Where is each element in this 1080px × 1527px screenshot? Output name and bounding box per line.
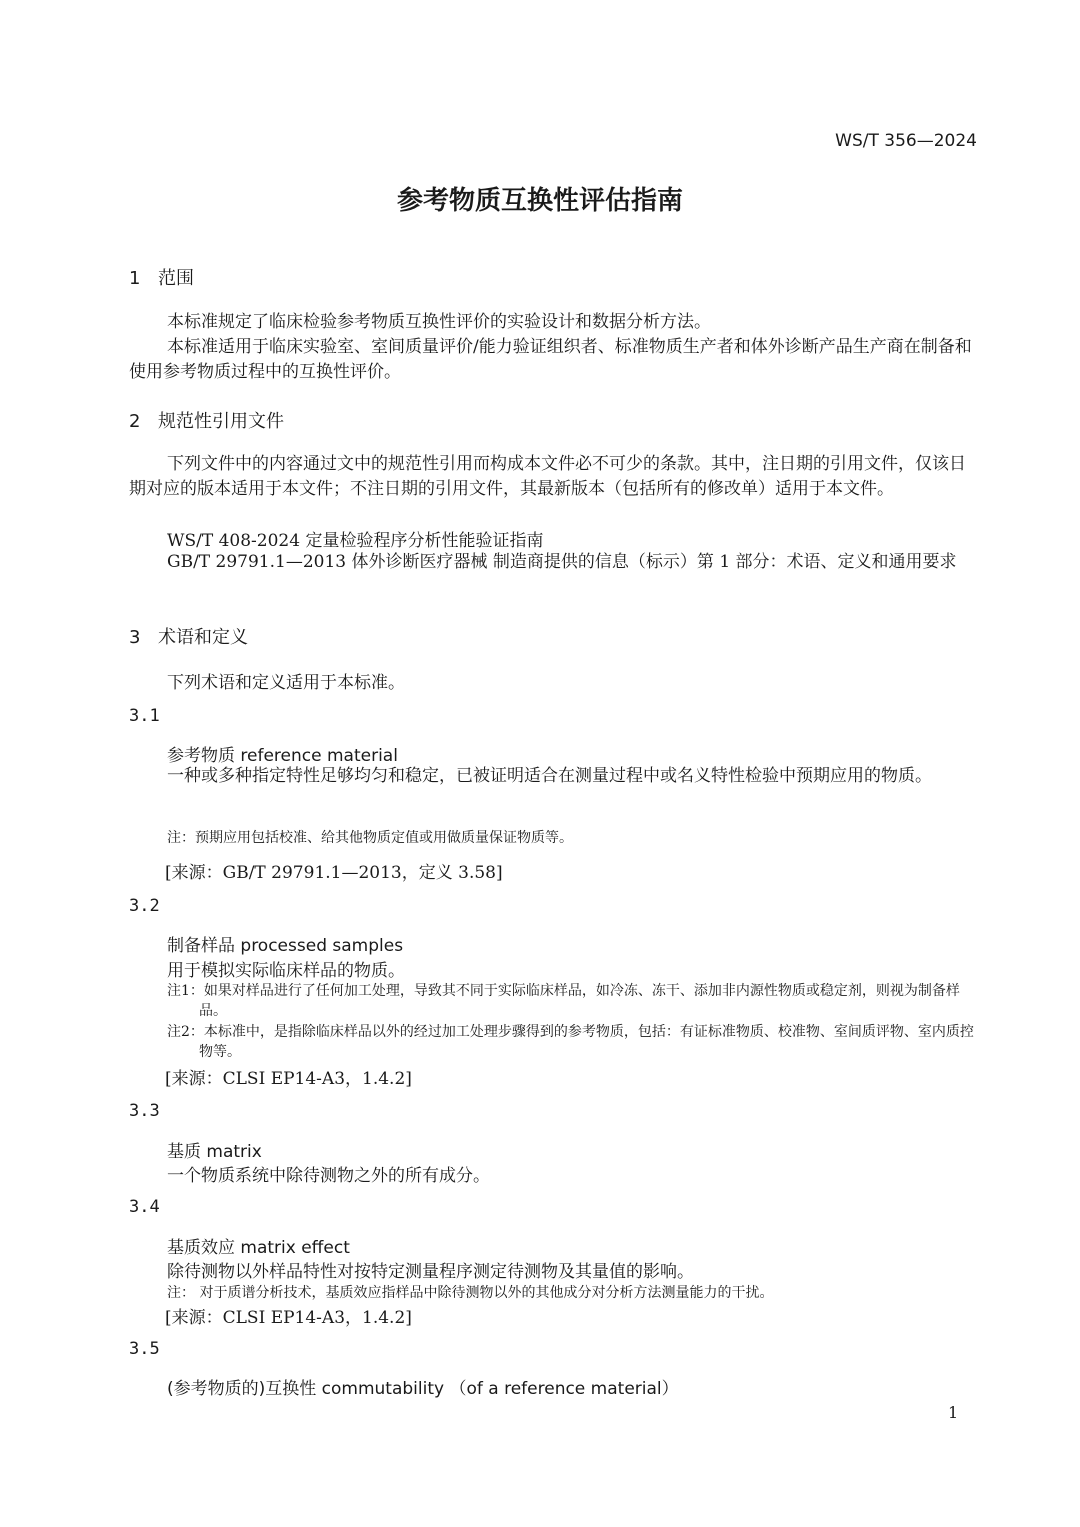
term-heading: 参考物质 reference material [167,746,398,766]
paragraph: 下列文件中的内容通过文中的规范性引用而构成本文件必不可少的条款。其中，注日期的引用文件，仅该日期对应的版本适用于本文件；不注日期的引用文件，其最新版本（包括所有的修改单）适用于本文件。 [129,454,966,499]
source: [来源：CLSI EP14-A3，1.4.2] [165,1308,412,1328]
source: [来源：GB/T 29791.1—2013，定义 3.58] [165,863,503,883]
term-number: 3.3 [129,1101,160,1121]
source: [来源：CLSI EP14-A3，1.4.2] [165,1069,412,1089]
term-number: 3.5 [129,1339,160,1359]
section-2-heading [129,407,284,433]
section-number: 1 [129,268,141,289]
note: 注： 对于质谱分析技术，基质效应指样品中除待测物以外的其他成分对分析方法测量能力的干扰。 [167,1285,774,1301]
term-definition: 一个物质系统中除待测物之外的所有成分。 [167,1166,490,1186]
document-code: WS/T 356—2024 [835,131,977,151]
page-number: 1 [948,1403,959,1422]
reference-item: WS/T 408-2024 定量检验程序分析性能验证指南 [167,531,544,551]
term-number: 3.4 [129,1197,160,1217]
paragraph: 下列术语和定义适用于本标准。 [167,673,405,693]
reference-item: GB/T 29791.1—2013 体外诊断医疗器械 制造商提供的信息（标示）第 1 部分：术语、定义和通用要求 [167,552,957,572]
term-heading: 基质效应 matrix effect [167,1238,350,1258]
term-heading: (参考物质的)互换性 commutability （of a reference material） [167,1379,679,1399]
note: 注2：本标准中，是指除临床样品以外的经过加工处理步骤得到的参考物质，包括：有证标准物质、校准物、室间质评物、室内质控物等。 [167,1024,974,1060]
section-title: 术语和定义 [158,627,248,648]
section-number: 3 [129,627,141,648]
section-title: 范围 [158,268,194,289]
section-number: 2 [129,411,141,432]
term-heading: 制备样品 processed samples [167,936,404,956]
term-heading: 基质 matrix [167,1142,262,1162]
term-number: 3.1 [129,706,160,726]
section-title: 规范性引用文件 [158,411,284,432]
document-title: 参考物质互换性评估指南 [396,186,683,216]
term-number: 3.2 [129,896,160,916]
term-definition: 除待测物以外样品特性对按特定测量程序测定待测物及其量值的影响。 [167,1262,694,1282]
note: 注1：如果对样品进行了任何加工处理，导致其不同于实际临床样品，如冷冻、冻干、添加非内源性物质或稳定剂，则视为制备样品。 [167,983,960,1019]
term-definition: 用于模拟实际临床样品的物质。 [167,961,405,981]
paragraph: 本标准规定了临床检验参考物质互换性评价的实验设计和数据分析方法。 [167,312,711,332]
paragraph: 本标准适用于临床实验室、室间质量评价/能力验证组织者、标准物质生产者和体外诊断产品生产商在制备和使用参考物质过程中的互换性评价。 [129,337,972,382]
section-3-heading [129,623,248,649]
section-1-heading [129,264,194,290]
term-definition: 一种或多种指定特性足够均匀和稳定，已被证明适合在测量过程中或名义特性检验中预期应用的物质。 [167,766,932,786]
note: 注：预期应用包括校准、给其他物质定值或用做质量保证物质等。 [167,830,573,846]
